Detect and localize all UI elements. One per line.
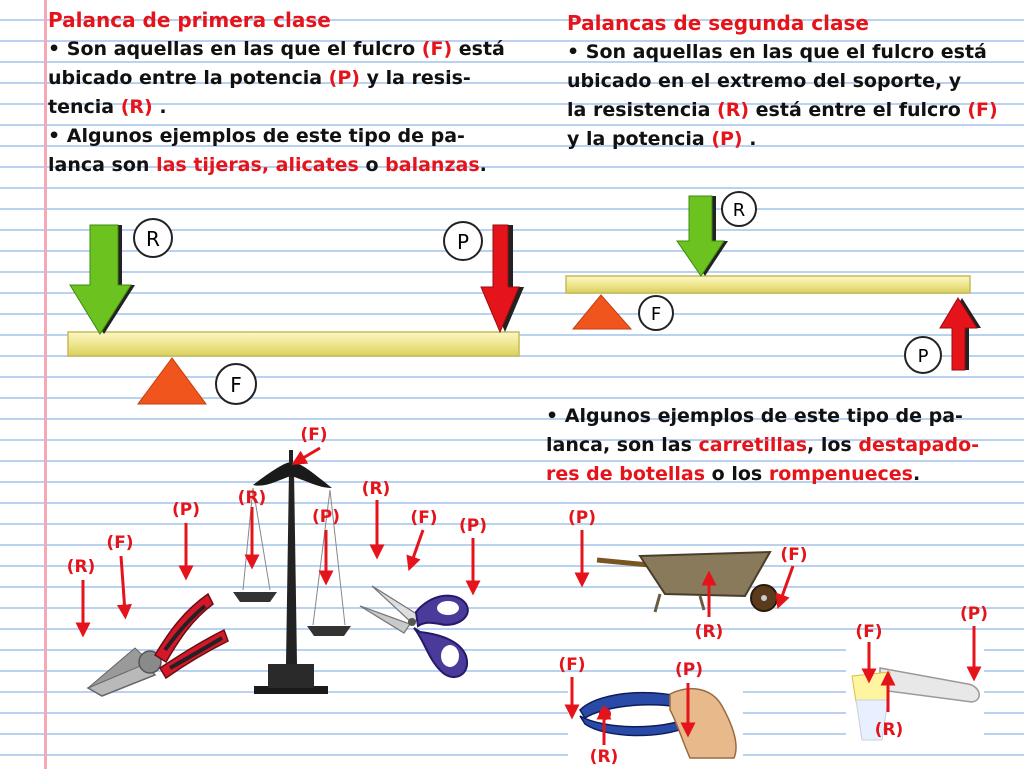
label-wheelbarrow-f: (F) bbox=[780, 545, 808, 565]
second-class-title: Palancas de segunda clase bbox=[567, 11, 869, 35]
scissors-illustration bbox=[360, 586, 468, 677]
label-pliers-f: (F) bbox=[106, 533, 134, 553]
arrow-scissors-f bbox=[411, 530, 423, 564]
label-pliers-r: (R) bbox=[66, 557, 96, 577]
first-class-line-5: lanca son las tijeras, alicates o balanzas. bbox=[48, 154, 487, 176]
second-class-line-2: ubicado en el extremo del soporte, y bbox=[567, 70, 962, 92]
annotation-arrows bbox=[83, 448, 974, 745]
second-class-examples-1: • Algunos ejemplos de este tipo de pa- bbox=[546, 405, 963, 427]
first-class-lever bbox=[68, 219, 524, 404]
balance-scale-illustration bbox=[233, 450, 351, 694]
first-class-line-3: tencia (R) . bbox=[48, 96, 167, 118]
label-scale-p: (P) bbox=[312, 507, 340, 527]
first-class-title: Palanca de primera clase bbox=[48, 8, 331, 32]
label-nut-p: (P) bbox=[960, 604, 988, 624]
second-class-line-3: la resistencia (R) está entre el fulcro (F) bbox=[567, 99, 998, 121]
arrow-wheelbarrow-f bbox=[780, 566, 793, 602]
arrow-scale-f bbox=[298, 448, 320, 461]
first-class-line-1: • Son aquellas en las que el fulcro (F) está bbox=[48, 38, 505, 60]
label-r-text-2: R bbox=[732, 200, 746, 221]
label-p-text-2: P bbox=[917, 346, 929, 367]
label-f-text: F bbox=[230, 373, 242, 397]
first-class-line-2: ubicado entre la potencia (P) y la resis- bbox=[48, 67, 471, 89]
label-opener-f: (F) bbox=[558, 655, 586, 675]
label-scale-r: (R) bbox=[237, 488, 267, 508]
second-class-lever bbox=[566, 192, 981, 373]
pliers-illustration bbox=[88, 594, 228, 696]
effort-arrow-2 bbox=[940, 298, 977, 370]
lever-beam bbox=[68, 332, 519, 356]
label-pliers-p: (P) bbox=[172, 500, 200, 520]
first-class-line-4: • Algunos ejemplos de este tipo de pa- bbox=[48, 125, 465, 147]
effort-arrow bbox=[481, 225, 519, 332]
label-r-text: R bbox=[146, 227, 160, 251]
fulcrum-triangle bbox=[138, 358, 206, 404]
second-class-line-1: • Son aquellas en las que el fulcro está bbox=[567, 41, 987, 63]
second-class-line-4: y la potencia (P) . bbox=[567, 128, 757, 150]
lever-beam-2 bbox=[566, 276, 970, 293]
label-scissors-p: (P) bbox=[459, 516, 487, 536]
label-scissors-r: (R) bbox=[361, 479, 391, 499]
label-scale-f: (F) bbox=[300, 425, 328, 445]
arrow-pliers-f bbox=[121, 556, 125, 612]
label-opener-p: (P) bbox=[675, 660, 703, 680]
label-f-text-2: F bbox=[650, 304, 662, 325]
label-opener-r: (R) bbox=[589, 747, 619, 767]
label-wheelbarrow-r: (R) bbox=[694, 622, 724, 642]
label-wheelbarrow-p: (P) bbox=[568, 508, 596, 528]
second-class-examples-2: lanca, son las carretillas, los destapado- bbox=[546, 434, 980, 456]
label-nut-r: (R) bbox=[874, 720, 904, 740]
label-nut-f: (F) bbox=[855, 622, 883, 642]
wheelbarrow-illustration bbox=[597, 552, 777, 612]
fulcrum-triangle-2 bbox=[573, 295, 631, 329]
label-scissors-f: (F) bbox=[410, 508, 438, 528]
resistance-arrow-2 bbox=[677, 196, 724, 276]
second-class-examples-3: res de botellas o los rompenueces. bbox=[546, 463, 921, 485]
label-p-text: P bbox=[456, 230, 470, 254]
rompenueces-illustration bbox=[846, 646, 984, 742]
